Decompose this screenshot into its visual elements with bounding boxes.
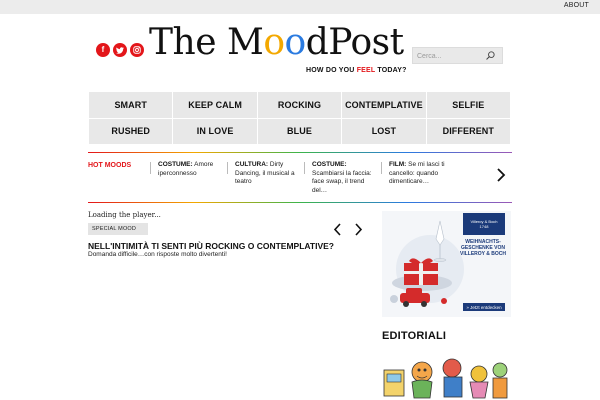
ad-brand-line2: 1748 [479,224,489,229]
search-icon[interactable] [486,51,495,60]
tagline [306,67,407,74]
chevron-left-icon[interactable] [333,223,342,236]
hot-mood-item[interactable] [150,161,220,178]
logo-o-blue: o [284,22,306,63]
editoriali-heading: EDITORIALI [382,330,447,342]
hot-mood-text: Dirty Dancing, il musical a teatro [235,161,295,185]
advertisement-banner[interactable] [382,211,511,317]
feature-subline: Domanda difficile…con risposte molto divertenti! [88,251,227,258]
logo-o-yellow: o [263,22,285,63]
ad-brand-line1: Villeroy & Boch [470,219,498,224]
mood-different[interactable]: DIFFERENT [427,119,510,145]
hot-mood-text: Amore iperconnesso [158,161,214,177]
mood-blue[interactable]: BLUE [258,119,341,145]
hot-mood-category: CULTURA: [235,161,269,168]
hot-mood-text: Scambiarsi la faccia: face swap, il trend del… [312,169,372,194]
tagline-after: TODAY? [375,67,407,74]
feature-headline[interactable]: NELL'INTIMITÀ TI SENTI PIÙ ROCKING O CONTEMPLATIVE? [88,241,334,251]
search-input[interactable] [417,50,483,62]
twitter-icon[interactable] [113,43,127,57]
tagline-feel: FEEL [356,67,376,74]
mood-selfie[interactable]: SELFIE [427,92,510,118]
logo-text-2: dPost [305,22,404,63]
special-mood-badge[interactable]: SPECIAL MOOD [88,223,148,235]
mood-contemplative[interactable]: CONTEMPLATIVE [342,92,425,118]
hot-mood-text: Se mi lasci ti cancello: quando dimenticare… [389,161,445,185]
mood-grid [89,92,510,144]
player-loading-text: Loading the player... [88,211,161,219]
search-box [412,47,503,64]
instagram-icon[interactable] [130,43,144,57]
hot-mood-category: COSTUME: [158,161,193,168]
logo-text-1: The M [149,22,264,63]
hot-mood-item[interactable] [381,161,453,187]
hot-mood-item[interactable] [304,161,376,195]
mood-rushed[interactable]: RUSHED [89,119,172,145]
hot-moods-bar [88,152,512,203]
mood-rocking[interactable]: ROCKING [258,92,341,118]
site-logo[interactable] [149,22,404,63]
editoriali-illustration [382,350,511,400]
chevron-right-icon[interactable] [354,223,363,236]
mood-smart[interactable]: SMART [89,92,172,118]
about-link[interactable]: ABOUT [563,2,589,9]
hot-mood-item[interactable] [227,161,297,187]
ad-cta-button[interactable]: » Jetzt entdecken [463,303,505,311]
slider-arrows [333,223,363,236]
chevron-right-icon[interactable] [496,168,506,182]
hot-mood-category: FILM: [389,161,407,168]
editoriali-image[interactable] [382,350,511,400]
rainbow-divider-bottom [88,202,512,203]
social-links [96,43,144,57]
mood-lost[interactable]: LOST [342,119,425,145]
facebook-icon[interactable]: f [96,43,110,57]
rainbow-divider-top [88,152,512,153]
mood-keep-calm[interactable]: KEEP CALM [173,92,256,118]
ad-copy: WEIHNACHTS-GESCHENKE VON VILLEROY & BOCH [459,239,507,257]
mood-in-love[interactable]: IN LOVE [173,119,256,145]
ad-brand-logo [463,213,505,235]
hot-moods-label: HOT MOODS [88,162,132,169]
tagline-before: HOW DO YOU [306,67,357,74]
hot-mood-category: COSTUME: [312,161,347,168]
top-bar [0,0,600,14]
